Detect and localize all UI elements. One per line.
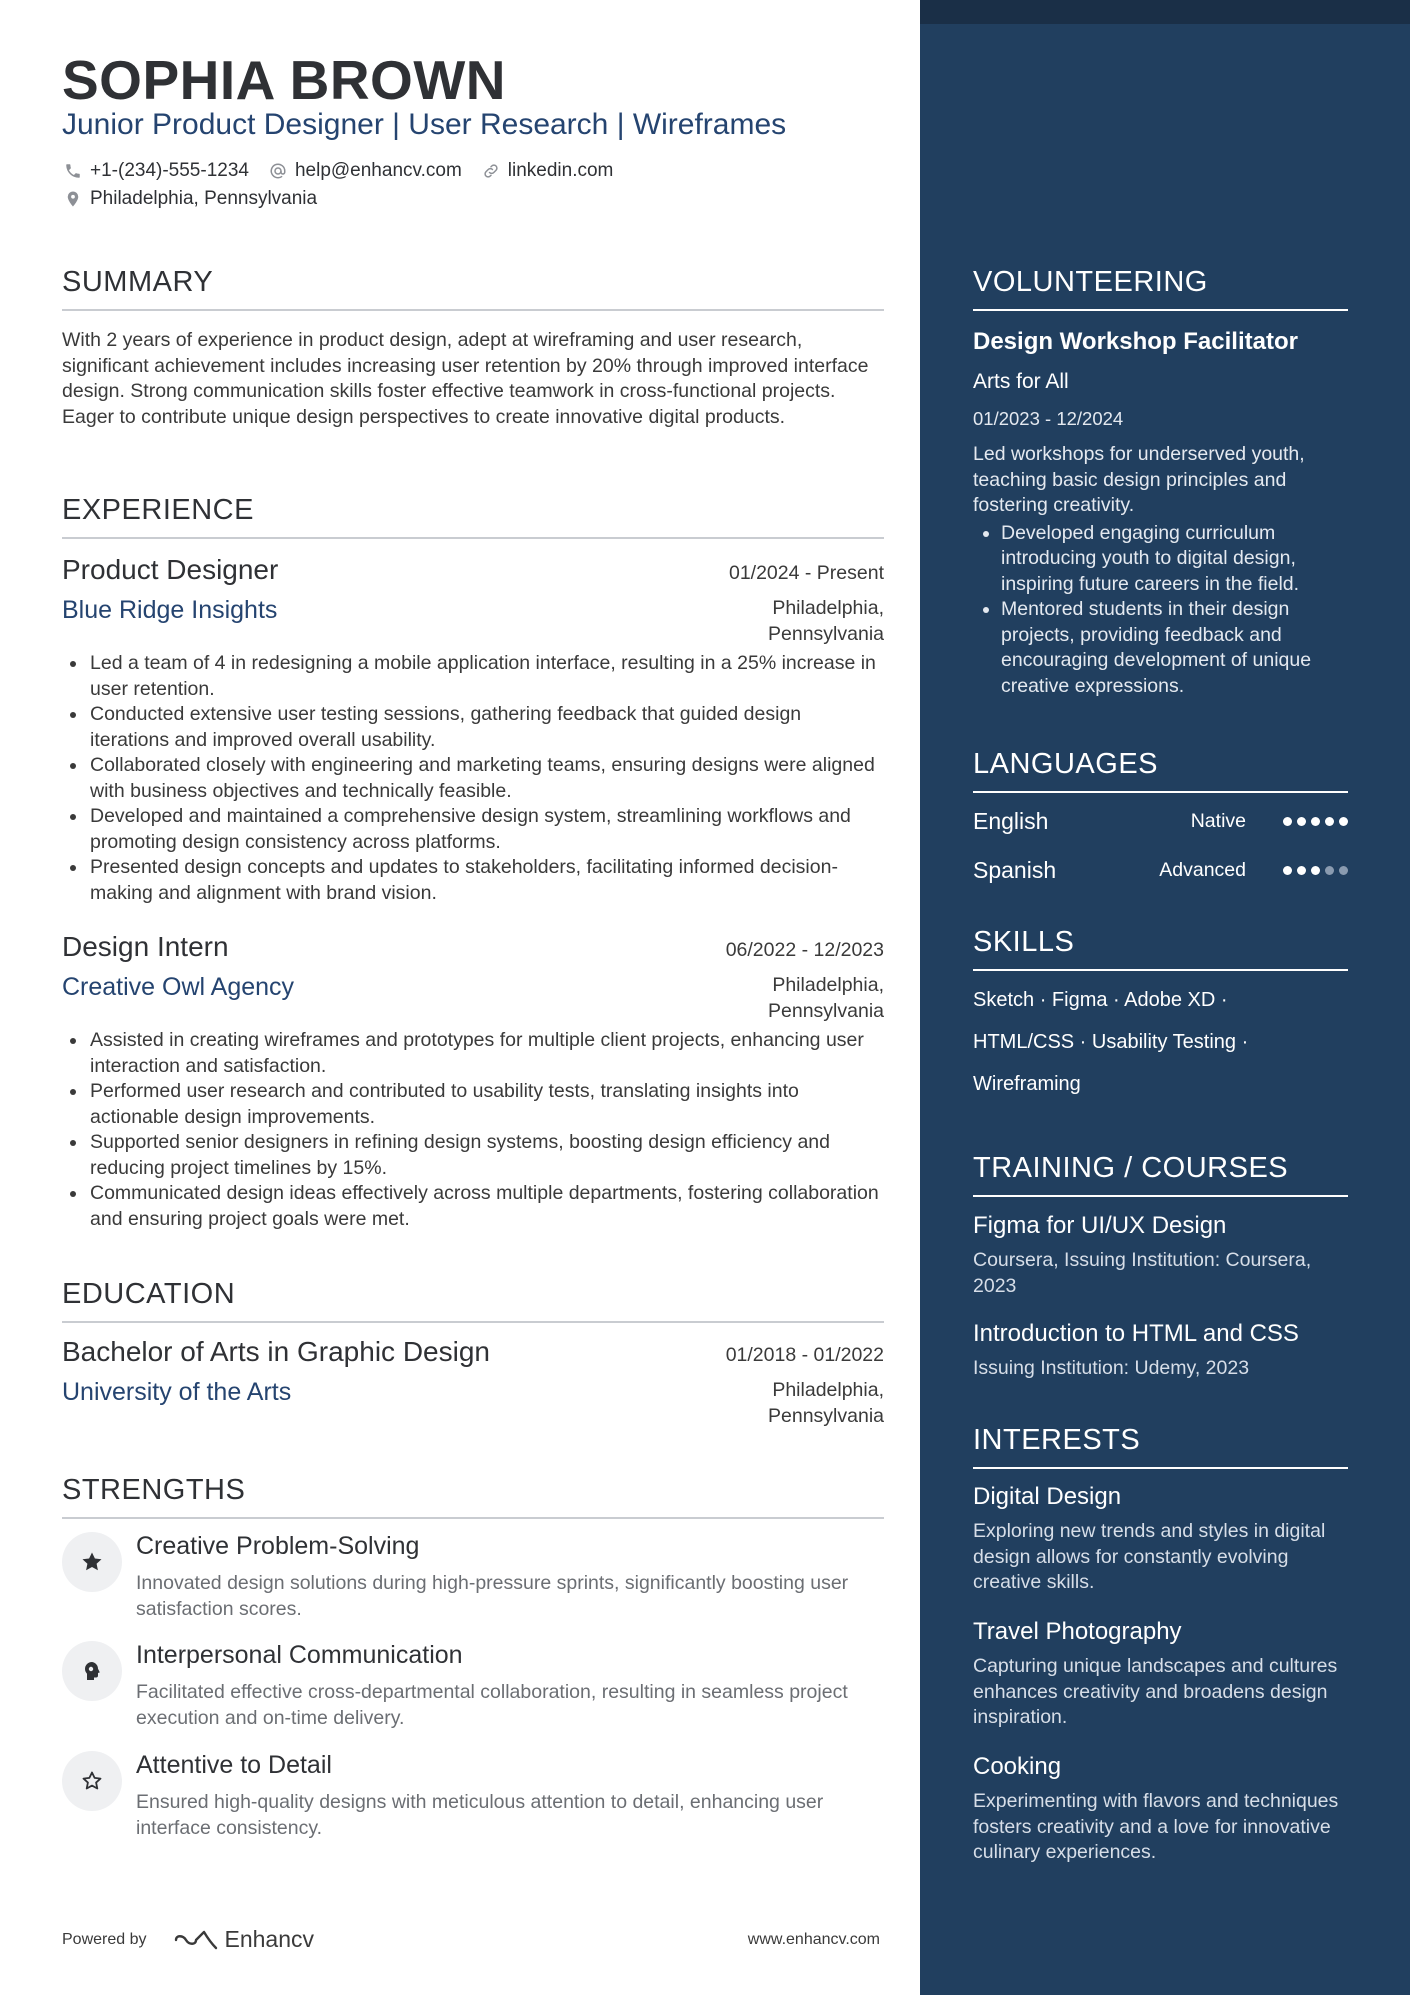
bullet-item: Led a team of 4 in redesigning a mobile application interface, resulting in a 25% increase in user retention. — [62, 651, 884, 702]
location-row — [62, 188, 335, 210]
contact-row — [62, 160, 631, 182]
bullet-item: Presented design concepts and updates to stakeholders, facilitating informed decision-making and alignment with brand vision. — [62, 855, 884, 906]
course-title: Introduction to HTML and CSS — [973, 1320, 1299, 1347]
bullet-item: Developed engaging curriculum introducing youth to digital design, inspiring future careers in the field. — [973, 521, 1348, 598]
education-date: 01/2018 - 01/2022 — [725, 1344, 884, 1366]
language-level: Advanced — [1159, 859, 1246, 881]
footer — [62, 1926, 884, 1953]
job-bullets — [62, 651, 884, 906]
course-entry — [973, 1320, 1348, 1382]
school-name: University of the Arts — [62, 1378, 292, 1406]
enhancv-logo-icon — [173, 1928, 219, 1952]
strength-item — [62, 1751, 884, 1841]
education-entry — [62, 1336, 884, 1429]
phone-icon — [62, 160, 84, 182]
strength-title: Interpersonal Communication — [136, 1641, 463, 1669]
bullet-item: Developed and maintained a comprehensive design system, streamlining workflows and promoting design consistency across platforms. — [62, 804, 884, 855]
language-name: Spanish — [973, 857, 1057, 883]
bullet-item: Collaborated closely with engineering and marketing teams, ensuring designs were aligned with business objectives and technically feasible. — [62, 753, 884, 804]
job-location: Philadelphia, Pennsylvania — [768, 974, 884, 1022]
powered-by — [62, 1926, 314, 1953]
linkedin-link[interactable]: linkedin.com — [507, 160, 614, 181]
rating-dot — [1283, 817, 1292, 826]
rating-dot — [1297, 866, 1306, 875]
interest-title: Cooking — [973, 1753, 1062, 1780]
skills-heading: SKILLS — [973, 926, 1348, 971]
enhancv-logo[interactable] — [173, 1926, 315, 1953]
languages-heading: LANGUAGES — [973, 748, 1348, 793]
rating-dot — [1339, 817, 1348, 826]
volunteer-date: 01/2023 - 12/2024 — [973, 408, 1124, 429]
experience-heading: EXPERIENCE — [62, 494, 884, 539]
language-rating — [1278, 866, 1348, 875]
school-location: Philadelphia, Pennsylvania — [768, 1379, 884, 1427]
interests-heading: INTERESTS — [973, 1424, 1348, 1469]
powered-by-label: Powered by — [62, 1930, 147, 1948]
strengths-heading: STRENGTHS — [62, 1474, 884, 1519]
sidebar — [920, 0, 1410, 1995]
job-title: Design Intern — [62, 931, 229, 962]
job-title: Product Designer — [62, 554, 279, 585]
experience-entry — [62, 931, 884, 1232]
course-desc: Issuing Institution: Udemy, 2023 — [973, 1357, 1250, 1379]
language-name: English — [973, 808, 1049, 834]
company-name: Blue Ridge Insights — [62, 596, 278, 624]
summary-heading: SUMMARY — [62, 266, 884, 311]
email-item[interactable] — [267, 160, 462, 182]
interest-entry — [973, 1483, 1348, 1596]
job-location: Philadelphia, Pennsylvania — [768, 597, 884, 645]
strength-desc: Innovated design solutions during high-pressure sprints, significantly boosting user satisfaction scores. — [136, 1572, 849, 1620]
bullet-item: Communicated design ideas effectively across multiple departments, fostering collaboration and ensuring project goals were met. — [62, 1181, 884, 1232]
bullet-item: Assisted in creating wireframes and prototypes for multiple client projects, enhancing user interaction and satisfaction. — [62, 1028, 884, 1079]
interest-desc: Experimenting with flavors and techniques fosters creativity and a love for innovative culinary experiences. — [973, 1790, 1339, 1863]
course-title: Figma for UI/UX Design — [973, 1212, 1227, 1239]
website-link[interactable]: www.enhancv.com — [747, 1930, 880, 1948]
strength-desc: Ensured high-quality designs with meticulous attention to detail, enhancing user interface consistency. — [136, 1791, 824, 1839]
volunteer-desc: Led workshops for underserved youth, teaching basic design principles and fostering creativity. — [973, 443, 1305, 516]
interest-desc: Exploring new trends and styles in digital design allows for constantly evolving creative skills. — [973, 1520, 1326, 1593]
skills-line: Sketch · Figma · Adobe XD · — [973, 989, 1228, 1011]
volunteer-role: Design Workshop Facilitator — [973, 328, 1298, 355]
star-outline-icon — [62, 1751, 122, 1811]
interest-title: Digital Design — [973, 1483, 1122, 1510]
link-icon — [480, 160, 502, 182]
rating-dot — [1297, 817, 1306, 826]
company-name: Creative Owl Agency — [62, 973, 295, 1001]
interest-entry — [973, 1618, 1348, 1731]
linkedin-item[interactable] — [480, 160, 614, 182]
location-pin-icon — [62, 188, 84, 210]
education-heading: EDUCATION — [62, 1278, 884, 1323]
rating-dot — [1325, 817, 1334, 826]
strength-desc: Facilitated effective cross-departmental collaboration, resulting in seamless project execution and on-time delivery. — [136, 1681, 848, 1729]
location-item — [62, 188, 317, 210]
volunteer-org: Arts for All — [973, 370, 1069, 393]
job-date: 01/2024 - Present — [728, 562, 884, 584]
rating-dot-empty — [1325, 866, 1334, 875]
email-link[interactable]: help@enhancv.com — [294, 160, 462, 181]
bullet-item: Supported senior designers in refining design systems, boosting design efficiency and reducing project timelines by 15%. — [62, 1130, 884, 1181]
language-rating — [1278, 817, 1348, 826]
location-text: Philadelphia, Pennsylvania — [90, 188, 318, 209]
bullet-item: Conducted extensive user testing sessions, gathering feedback that guided design iterations and improved overall usability. — [62, 702, 884, 753]
degree-title: Bachelor of Arts in Graphic Design — [62, 1336, 490, 1367]
job-bullets — [62, 1028, 884, 1232]
skills-list — [973, 979, 1348, 1105]
interest-desc: Capturing unique landscapes and cultures enhances creativity and broadens design inspiration. — [973, 1655, 1338, 1728]
rating-dot — [1283, 866, 1292, 875]
rating-dot — [1311, 817, 1320, 826]
rating-dot — [1311, 866, 1320, 875]
interest-entry — [973, 1753, 1348, 1866]
strength-item — [62, 1532, 884, 1622]
summary-text: With 2 years of experience in product design, adept at wireframing and user research, significant achievement includes increasing user retention by 20% through improved interface design. Strong communication skills foster effective teamwork in cross-functional projects. Eager to contribute unique design perspectives to create innovative digital products. — [62, 329, 869, 428]
course-desc: Coursera, Issuing Institution: Coursera, 2023 — [973, 1249, 1312, 1297]
phone-item — [62, 160, 249, 182]
training-heading: TRAINING / COURSES — [973, 1152, 1348, 1197]
sidebar-top-band — [920, 0, 1410, 24]
star-filled-icon — [62, 1532, 122, 1592]
volunteering-heading: VOLUNTEERING — [973, 266, 1348, 311]
job-date: 06/2022 - 12/2023 — [725, 939, 884, 961]
candidate-name: SOPHIA BROWN — [62, 49, 506, 111]
strength-title: Attentive to Detail — [136, 1751, 332, 1779]
volunteer-bullets — [973, 521, 1348, 700]
phone-text: +1-(234)-555-1234 — [90, 160, 249, 181]
head-icon — [62, 1641, 122, 1701]
skills-line: HTML/CSS · Usability Testing · — [973, 1031, 1249, 1053]
strength-title: Creative Problem-Solving — [136, 1532, 420, 1560]
bullet-item: Performed user research and contributed to usability tests, translating insights into actionable design improvements. — [62, 1079, 884, 1130]
language-row — [973, 857, 1348, 884]
experience-entry — [62, 554, 884, 906]
enhancv-brand: Enhancv — [224, 1926, 315, 1952]
language-level: Native — [1190, 810, 1246, 832]
language-row — [973, 808, 1348, 835]
candidate-headline: Junior Product Designer | User Research | Wireframes — [62, 108, 787, 141]
at-icon — [267, 160, 289, 182]
interest-title: Travel Photography — [973, 1618, 1182, 1645]
bullet-item: Mentored students in their design projects, providing feedback and encouraging development of unique creative expressions. — [973, 597, 1348, 699]
rating-dot-empty — [1339, 866, 1348, 875]
skills-line: Wireframing — [973, 1073, 1081, 1095]
course-entry — [973, 1212, 1348, 1299]
strength-item — [62, 1641, 884, 1731]
volunteering-entry — [973, 328, 1348, 699]
